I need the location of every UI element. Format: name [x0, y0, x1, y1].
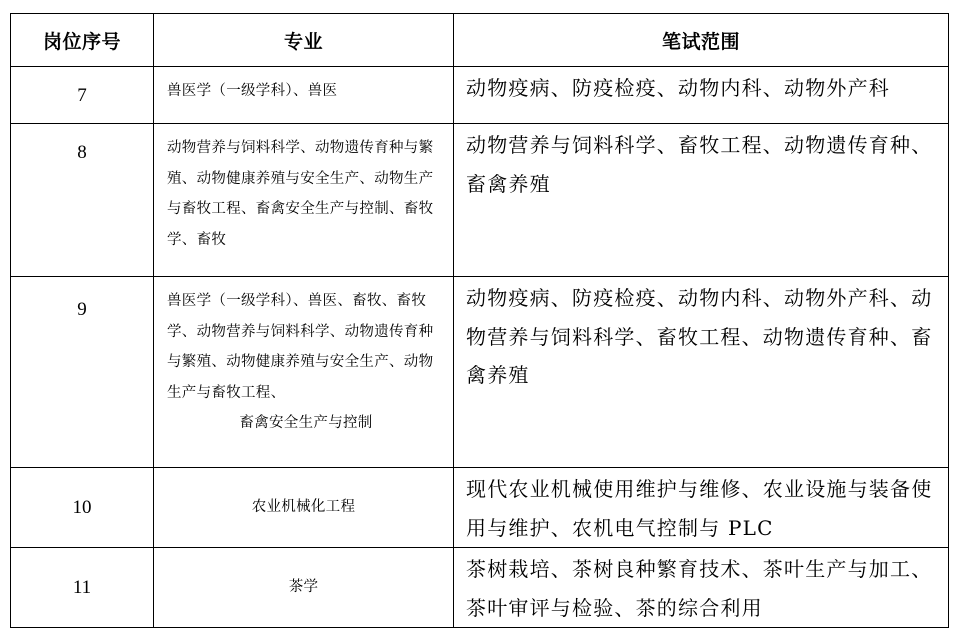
exam-scope-cell: 茶树栽培、茶树良种繁育技术、茶叶生产与加工、茶叶审评与检验、茶的综合利用 [454, 548, 949, 628]
major-cell: 动物营养与饲料科学、动物遗传育种与繁殖、动物健康养殖与安全生产、动物生产与畜牧工程、畜禽安全生产与控制、畜牧学、畜牧 [154, 124, 454, 277]
table-row [11, 67, 949, 124]
position-number: 11 [11, 548, 154, 628]
header-exam-scope: 笔试范围 [454, 14, 949, 67]
major-cell: 农业机械化工程 [154, 468, 454, 548]
position-number: 7 [11, 67, 154, 124]
table-row [11, 277, 949, 468]
exam-scope-cell: 动物疫病、防疫检疫、动物内科、动物外产科、动物营养与饲料科学、畜牧工程、动物遗传育种、畜禽养殖 [454, 277, 949, 468]
position-number: 9 [11, 277, 154, 468]
exam-scope-cell: 现代农业机械使用维护与维修、农业设施与装备使用与维护、农机电气控制与 PLC [454, 468, 949, 548]
major-cell: 茶学 [154, 548, 454, 628]
table-row [11, 124, 949, 277]
exam-scope-table [10, 13, 949, 628]
position-number: 10 [11, 468, 154, 548]
exam-scope-cell: 动物营养与饲料科学、畜牧工程、动物遗传育种、畜禽养殖 [454, 124, 949, 277]
header-position-number: 岗位序号 [11, 14, 154, 67]
major-cell: 兽医学（一级学科）、兽医 [154, 67, 454, 124]
major-cell [154, 277, 454, 468]
header-major: 专业 [154, 14, 454, 67]
table-row [11, 548, 949, 628]
table-header-row [11, 14, 949, 67]
position-number: 8 [11, 124, 154, 277]
major-text-last-line: 畜禽安全生产与控制 [239, 415, 373, 431]
exam-scope-cell: 动物疫病、防疫检疫、动物内科、动物外产科 [454, 67, 949, 124]
table-row [11, 468, 949, 548]
major-text: 兽医学（一级学科）、兽医、畜牧、畜牧学、动物营养与饲料科学、动物遗传育种与繁殖、动物健康养殖与安全生产、动物生产与畜牧工程、 [167, 293, 434, 401]
